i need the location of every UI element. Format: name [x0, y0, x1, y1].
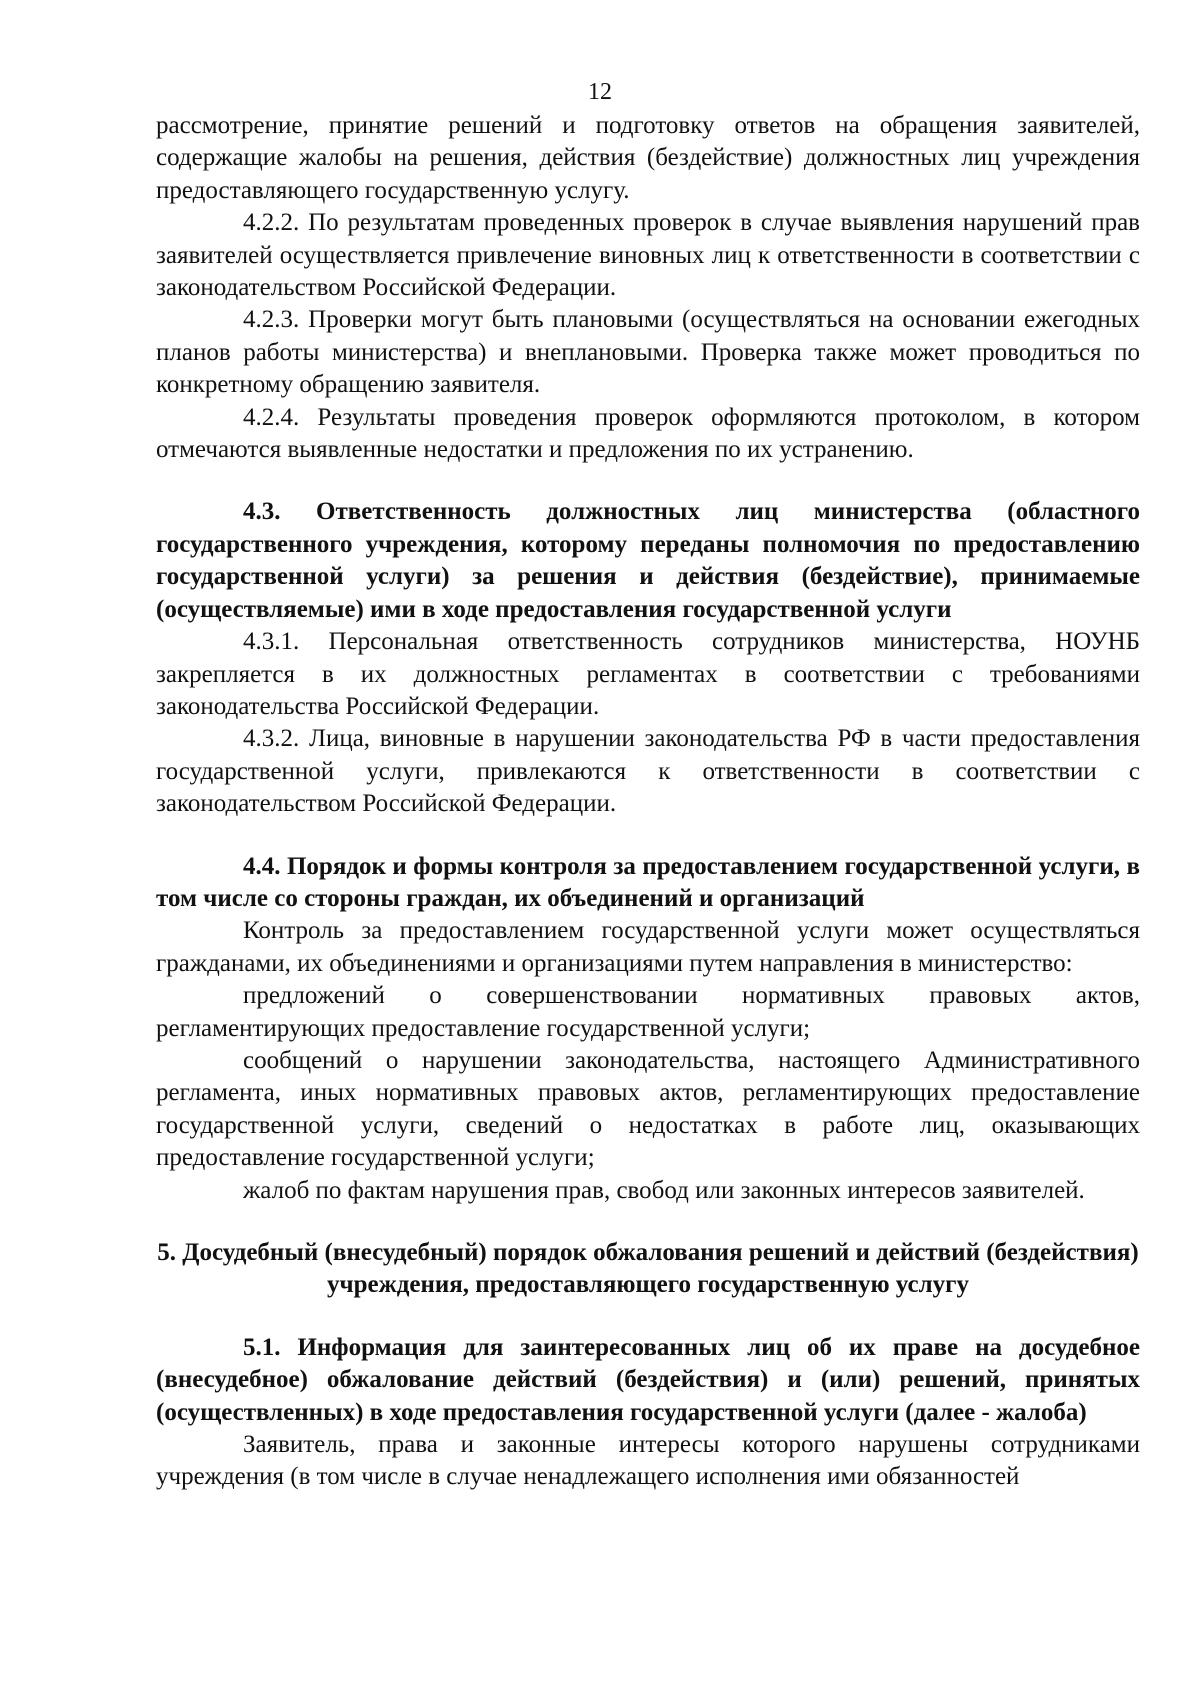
paragraph-complaints: жалоб по фактам нарушения прав, свобод или законных интересов заявителей.	[243, 1176, 1085, 1204]
paragraph-4-2-2: 4.2.2. По результатам проведенных проверок в случае выявления нарушений прав заявителей осуществляется привлечение виновных лиц к ответственности в соответствии с законодательством Российской Федерации.	[156, 209, 1140, 302]
spacer	[156, 1207, 1140, 1237]
heading-5-1: 5.1. Информация для заинтересованных лиц об их праве на досудебное (внесудебное) обжалование действий (бездействия) и (или) решений, принятых (осуществленных) в ходе предоставления государственной услуги (далее - жалоба)	[156, 1333, 1140, 1426]
paragraph-proposals: предложений о совершенствовании нормативных правовых актов, регламентирующих предоставление государственной услуги;	[156, 982, 1140, 1042]
document-body	[156, 110, 1140, 1494]
paragraph-4-3-1: 4.3.1. Персональная ответственность сотрудников министерства, НОУНБ закрепляется в их должностных регламентах в соответствии с требованиями законодательства Российской Федерации.	[156, 628, 1140, 720]
paragraph-4-2-4: 4.2.4. Результаты проведения проверок оформляются протоколом, в котором отмечаются выявленные недостатки и предложения по их устранению.	[156, 403, 1140, 464]
heading-4-3: 4.3. Ответственность должностных лиц министерства (областного государственного учреждения, которому переданы полномочия по предоставлению государственной услуги) за решения и действия (бездействие), принимаемые (осуществляемые) ими в ходе предоставления государственной услуги	[156, 498, 1140, 623]
paragraph-4-3-2: 4.3.2. Лица, виновные в нарушении законодательства РФ в части предоставления государственной услуги, привлекаются к ответственности в соответствии с законодательством Российской Федерации.	[156, 725, 1140, 818]
paragraph-continuation: рассмотрение, принятие решений и подготовку ответов на обращения заявителей, содержащие жалобы на решения, действия (бездействие) должностных лиц учреждения предоставляющего государственную услугу.	[156, 112, 1140, 204]
heading-4-4: 4.4. Порядок и формы контроля за предоставлением государственной услуги, в том числе со стороны граждан, их объединений и организаций	[156, 852, 1140, 912]
paragraph-reports: сообщений о нарушении законодательства, настоящего Административного регламента, иных нормативных правовых актов, регламентирующих предоставление государственной услуги, сведений о недостатках в работе лиц, оказывающих предоставление государственной услуги;	[156, 1046, 1140, 1172]
spacer	[156, 466, 1140, 496]
page-number: 12	[588, 79, 612, 105]
spacer	[156, 821, 1140, 851]
heading-section-5: 5. Досудебный (внесудебный) порядок обжалования решений и действий (бездействия) учреждения, предоставляющего государственную услугу	[157, 1239, 1139, 1299]
paragraph-control-intro: Контроль за предоставлением государственной услуги может осуществляться гражданами, их объединениями и организациями путем направления в министерство:	[156, 917, 1140, 977]
paragraph-4-2-3: 4.2.3. Проверки могут быть плановыми (осуществляться на основании ежегодных планов работы министерства) и внеплановыми. Проверка также может проводиться по конкретному обращению заявителя.	[156, 306, 1140, 399]
spacer	[156, 1302, 1140, 1332]
paragraph-applicant: Заявитель, права и законные интересы которого нарушены сотрудниками учреждения (в том числе в случае ненадлежащего исполнения ими обязанностей	[156, 1431, 1140, 1491]
